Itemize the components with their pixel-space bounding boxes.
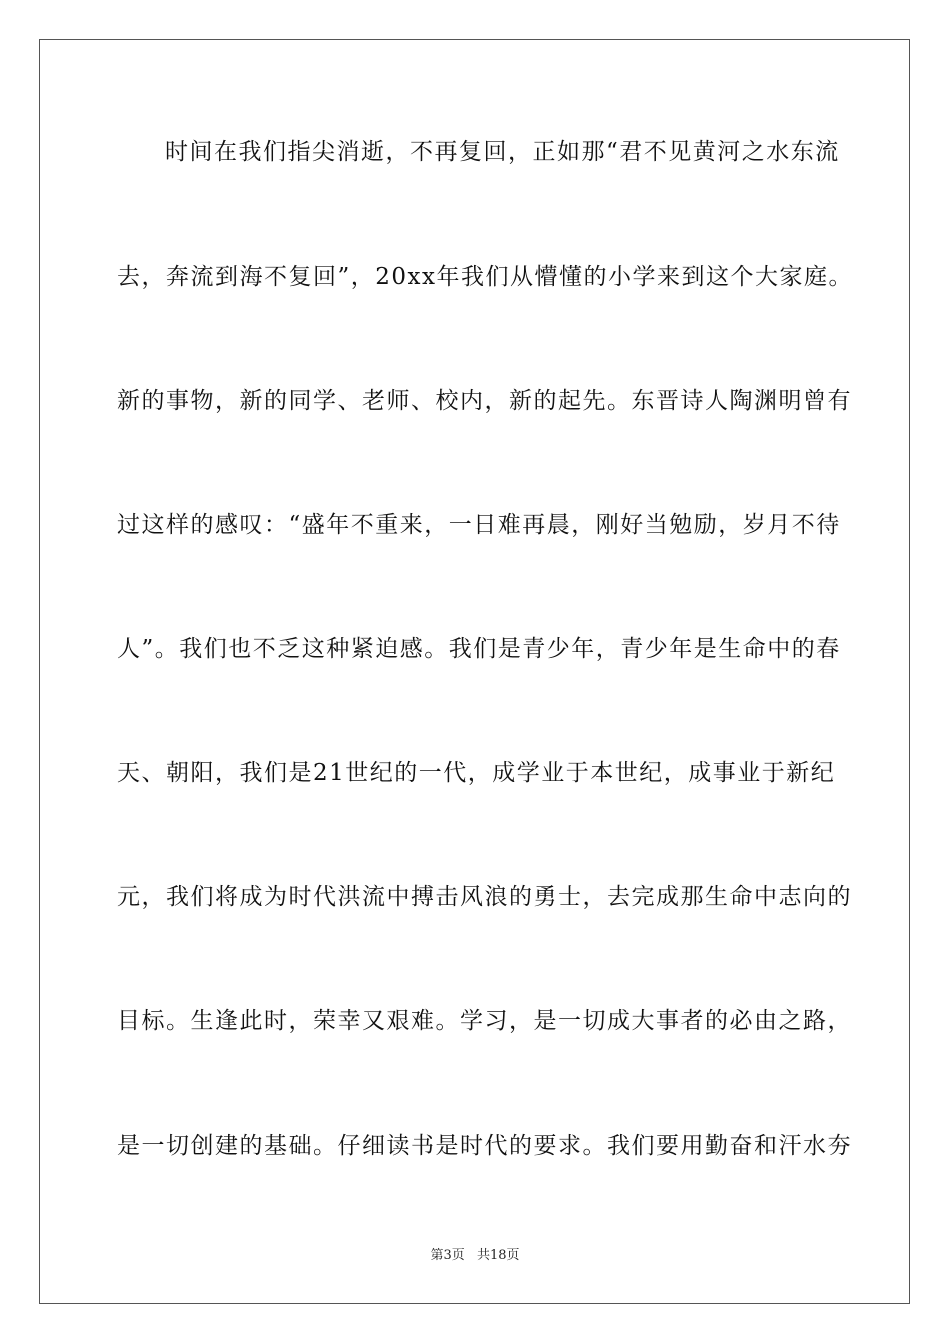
page-number: 第3页 xyxy=(430,1248,465,1263)
paragraph-line-4: 过这样的感叹：“盛年不重来，一日难再晨，刚好当勉励，岁月不待 xyxy=(117,512,841,538)
paragraph-line-5: 人”。我们也不乏这种紧迫感。我们是青少年，青少年是生命中的春 xyxy=(117,636,841,662)
paragraph-line-7: 元，我们将成为时代洪流中搏击风浪的勇士，去完成那生命中志向的 xyxy=(117,884,852,910)
paragraph-line-8: 目标。生逢此时，荣幸又艰难。学习，是一切成大事者的必由之路， xyxy=(117,1008,852,1034)
page-total: 共18页 xyxy=(476,1248,520,1263)
paragraph-line-9: 是一切创建的基础。仔细读书是时代的要求。我们要用勤奋和汗水夯 xyxy=(117,1133,852,1159)
paragraph-line-1: 时间在我们指尖消逝，不再复回，正如那“君不见黄河之水东流 xyxy=(165,139,840,165)
paragraph-line-3: 新的事物，新的同学、老师、校内，新的起先。东晋诗人陶渊明曾有 xyxy=(117,388,852,414)
paragraph-line-6: 天、朝阳，我们是21世纪的一代，成学业于本世纪，成事业于新纪 xyxy=(117,760,836,786)
page-border xyxy=(39,39,910,1304)
page-footer xyxy=(0,1248,950,1264)
paragraph-line-2: 去，奔流到海不复回”，20xx年我们从懵懂的小学来到这个大家庭。 xyxy=(117,264,853,290)
